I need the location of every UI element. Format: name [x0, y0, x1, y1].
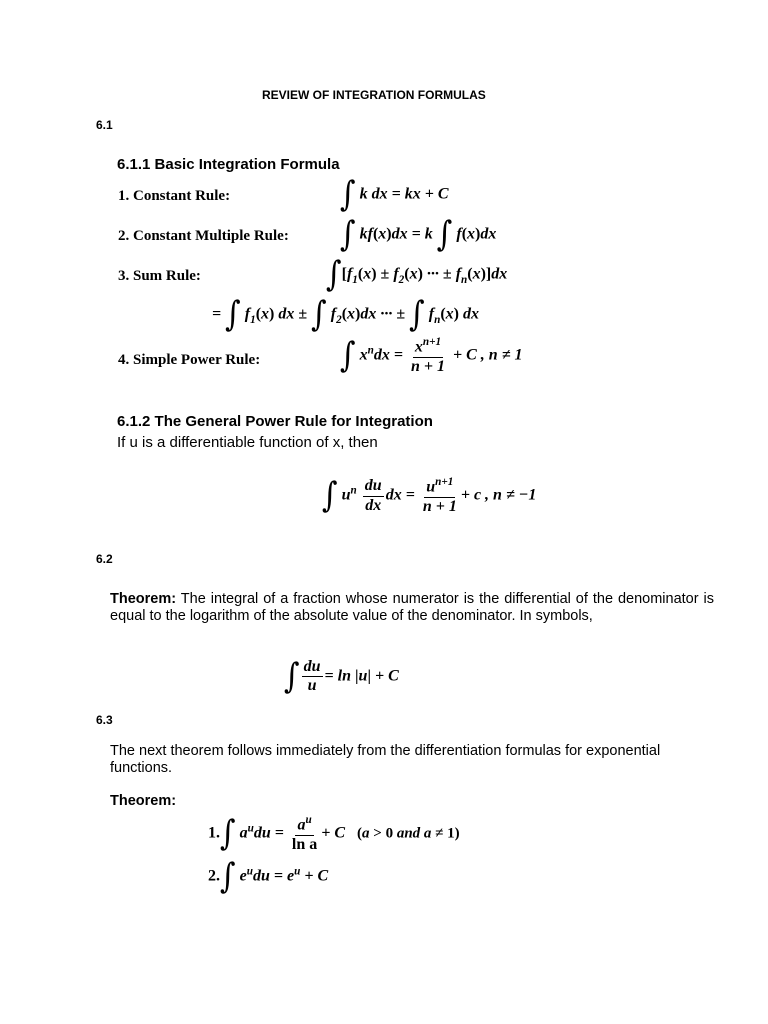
subsection-heading-6-1-1: 6.1.1 Basic Integration Formula	[117, 156, 340, 173]
theorem-label: Theorem:	[110, 591, 177, 607]
subsection-heading-6-1-2: 6.1.2 The General Power Rule for Integration	[117, 413, 433, 430]
rule-label-constant: 1. Constant Rule:	[118, 188, 231, 204]
integral-sign: ∫	[340, 335, 356, 376]
rule-label-constant-multiple: 2. Constant Multiple Rule:	[118, 228, 289, 244]
integral-sign: ∫	[311, 294, 327, 335]
formula-constant-multiple-rule: ∫ kf(x)dx = k ∫ f(x)dx	[340, 214, 497, 255]
fraction: $\frac{du}{u}$	[303, 658, 321, 695]
fraction: $\frac{a^u}{\text{ln a}}$	[291, 814, 318, 853]
fraction: $\frac{x^{n+1}}{n + 1}$	[411, 336, 446, 375]
integral-sign: ∫	[225, 294, 241, 335]
integral-sign: ∫	[340, 214, 356, 255]
integral-sign: ∫	[340, 174, 356, 215]
formula-exponential-e: 2.∫ $e^udu = e^u + C$	[208, 856, 329, 897]
formula-log-rule: ∫ $\frac{du}{u}$ = ln |u| + C	[284, 656, 399, 697]
page-title: REVIEW OF INTEGRATION FORMULAS	[262, 88, 486, 102]
integral-sign: ∫	[284, 656, 300, 697]
theorem-paragraph-6-2	[110, 591, 714, 625]
integral-sign: ∫	[322, 475, 338, 516]
theorem-text: The integral of a fraction whose numerator is the differential of the denominator is equal to the logarithm of the absolute value of the denominator. In symbols,	[110, 591, 714, 624]
integral-sign: ∫	[409, 294, 425, 335]
rule-label-sum: 3. Sum Rule:	[118, 268, 201, 284]
formula-sum-rule-line1: $\int[f_1(x) \pm f_2(x)$ ··· ± $f_n(x)]dx$	[326, 254, 508, 295]
formula-general-power-rule: ∫ $u^n$ $\frac{du}{dx}$ dx = $\frac{u^{n+1}}{n + 1}$ + c , n ≠ −1	[322, 475, 537, 516]
subsection-intro-text: If u is a differentiable function of x, then	[117, 434, 378, 451]
rule-label-simple-power: 4. Simple Power Rule:	[118, 352, 261, 368]
intro-paragraph-6-3: The next theorem follows immediately from the differentiation formulas for exponential functions.	[110, 743, 661, 776]
integral-sign: ∫	[326, 254, 342, 295]
formula-sum-rule-line2: = ∫ $f_1(x)$ dx ± ∫ $f_2(x)dx$ ··· ± ∫ $f_n(x)$ dx	[212, 294, 479, 335]
fraction: $\frac{u^{n+1}}{n + 1}$	[422, 476, 457, 515]
integral-sign: ∫	[220, 856, 236, 897]
section-label-6-3: 6.3	[96, 713, 113, 727]
formula-exponential-a: 1.∫ $a^udu$ = $\frac{a^u}{\text{ln a}}$ + C (a > 0 and a ≠ 1)	[208, 813, 460, 854]
section-label-6-1: 6.1	[96, 118, 113, 132]
theorem-label-6-3: Theorem:	[110, 793, 177, 809]
formula-simple-power-rule: ∫ $x^ndx$ = $\frac{x^{n+1}}{n + 1}$ + C , n ≠ 1	[340, 335, 523, 376]
integral-sign: ∫	[220, 813, 236, 854]
formula-constant-rule: ∫ k dx = kx + C	[340, 174, 449, 215]
integral-sign: ∫	[436, 214, 453, 255]
fraction: $\frac{du}{dx}$	[364, 477, 382, 514]
section-label-6-2: 6.2	[96, 552, 113, 566]
